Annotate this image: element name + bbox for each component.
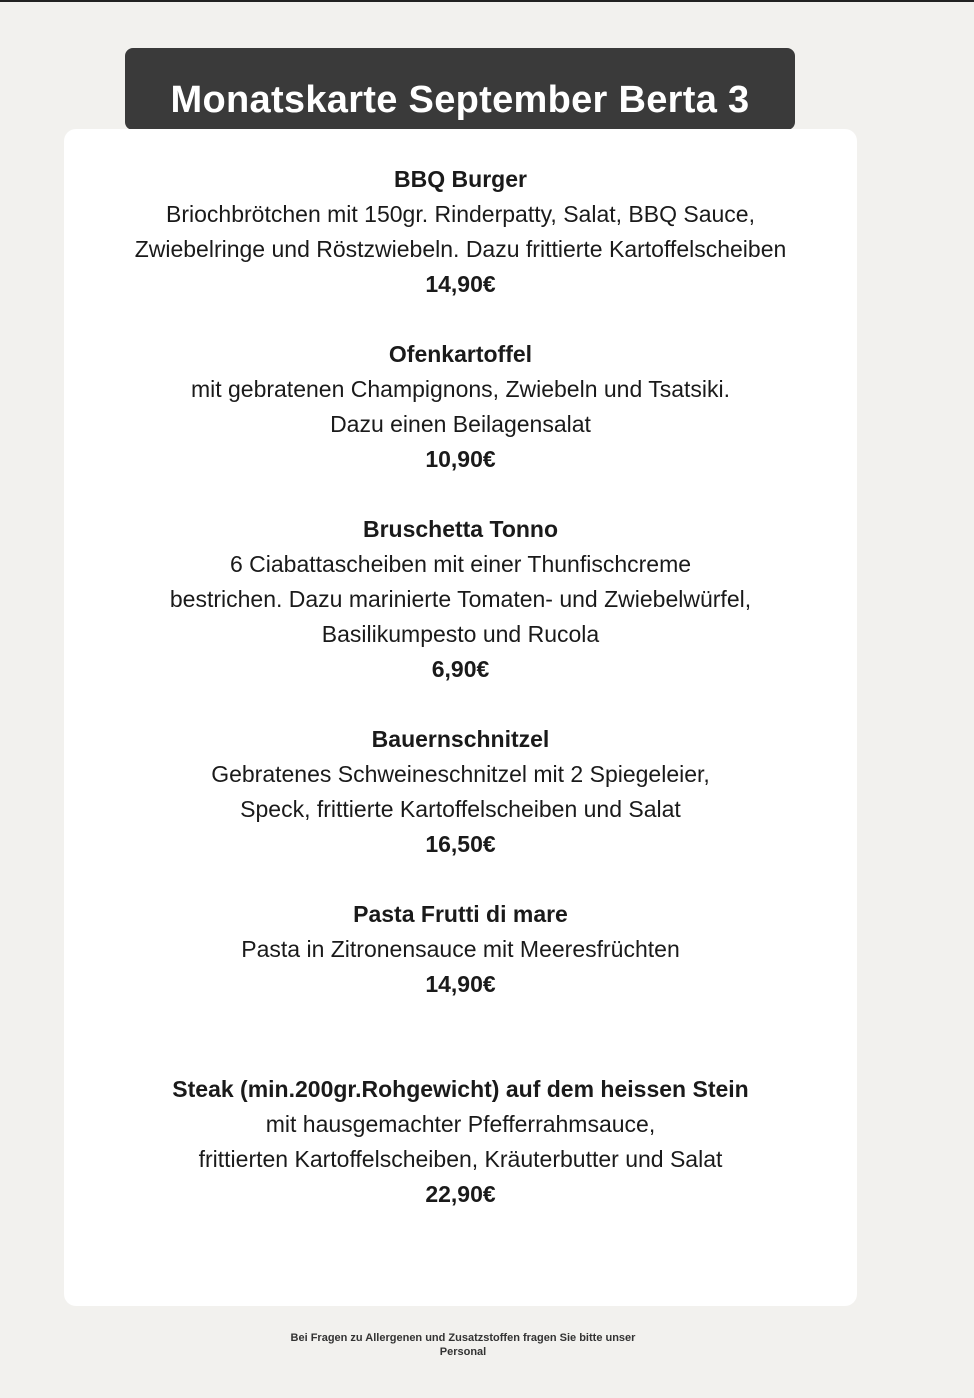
dish-description-line: Gebratenes Schweineschnitzel mit 2 Spiegeleier, — [211, 761, 710, 787]
dish-description-line: Speck, frittierte Kartoffelscheiben und Salat — [240, 796, 681, 822]
dish-description-line: Briochbrötchen mit 150gr. Rinderpatty, Salat, BBQ Sauce, — [166, 201, 755, 227]
dish-name: Ofenkartoffel — [388, 341, 533, 367]
menu-item-ofenkartoffel — [64, 337, 857, 477]
dish-description-line: mit gebratenen Champignons, Zwiebeln und Tsatsiki. — [190, 376, 731, 402]
allergen-note — [200, 1331, 726, 1359]
menu-item-bruschetta-tonno — [64, 512, 857, 687]
menu-item-bauernschnitzel — [64, 722, 857, 862]
page-title: Monatskarte September Berta 3 — [170, 79, 750, 121]
allergen-note-line: Personal — [439, 1346, 487, 1358]
dish-description-line: Dazu einen Beilagensalat — [330, 411, 591, 437]
title-banner — [125, 48, 795, 130]
dish-description-line: frittierten Kartoffelscheiben, Kräuterbutter und Salat — [198, 1146, 723, 1172]
dish-description-line: Zwiebelringe und Röstzwiebeln. Dazu frittierte Kartoffelscheiben — [134, 236, 787, 262]
dish-price: 16,50€ — [425, 831, 496, 857]
dish-price: 6,90€ — [431, 656, 490, 682]
menu-item-pasta-frutti-di-mare — [64, 897, 857, 1002]
dish-name: BBQ Burger — [394, 166, 527, 192]
dish-description-line: bestrichen. Dazu marinierte Tomaten- und Zwiebelwürfel, — [169, 586, 752, 612]
dish-description-line: Basilikumpesto und Rucola — [321, 621, 600, 647]
dish-name: Steak (min.200gr.Rohgewicht) auf dem heissen Stein — [172, 1076, 749, 1102]
dish-name: Pasta Frutti di mare — [353, 901, 568, 927]
top-border — [0, 0, 974, 2]
dish-price: 22,90€ — [425, 1181, 496, 1207]
dish-price: 10,90€ — [425, 446, 496, 472]
dish-name: Bruschetta Tonno — [362, 516, 559, 542]
dish-description-line: Pasta in Zitronensauce mit Meeresfrüchten — [241, 936, 680, 962]
dish-price: 14,90€ — [425, 971, 496, 997]
menu-card — [64, 129, 857, 1306]
menu-item-steak — [64, 1072, 857, 1212]
menu-item-bbq-burger — [64, 162, 857, 302]
dish-name: Bauernschnitzel — [371, 726, 550, 752]
allergen-note-line: Bei Fragen zu Allergenen und Zusatzstoffen fragen Sie bitte unser — [290, 1332, 636, 1344]
dish-description-line: mit hausgemachter Pfefferrahmsauce, — [265, 1111, 656, 1137]
dish-description-line: 6 Ciabattascheiben mit einer Thunfischcreme — [229, 551, 692, 577]
dish-price: 14,90€ — [425, 271, 496, 297]
